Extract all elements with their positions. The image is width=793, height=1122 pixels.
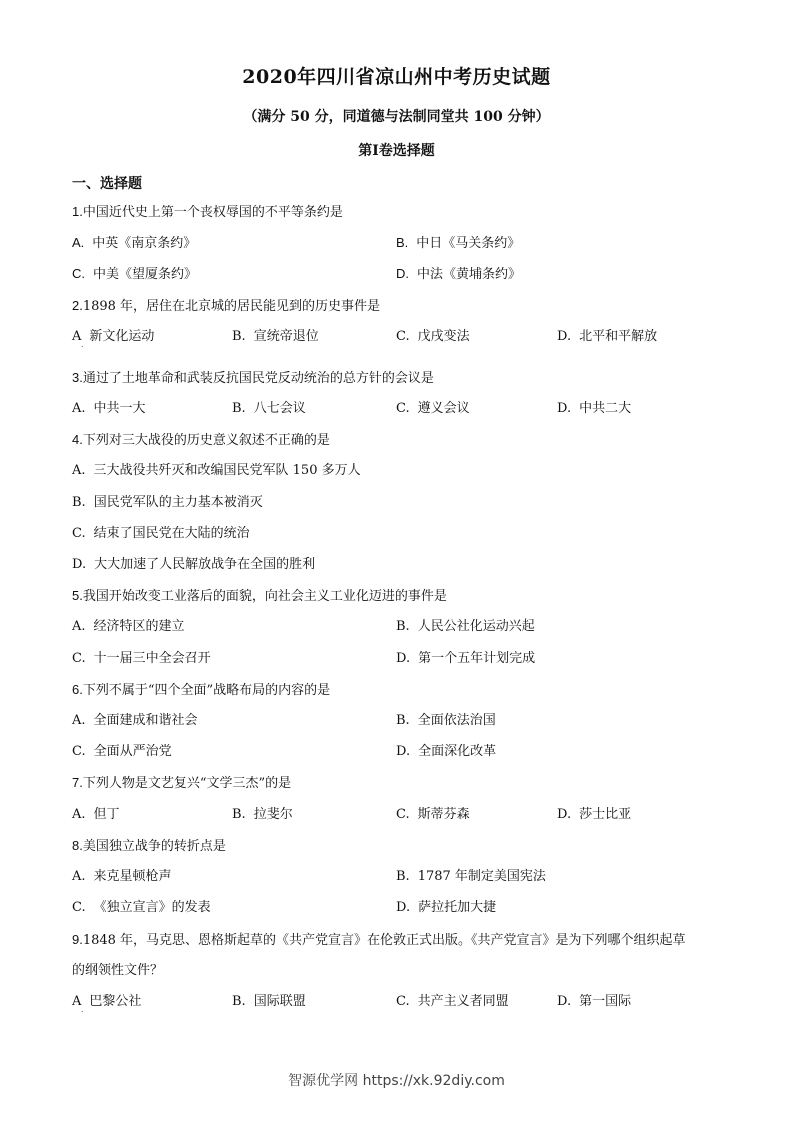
option-b: B. 1787 年制定美国宪法: [396, 869, 546, 884]
question-5-options-row-2: [72, 649, 722, 669]
question-1-options-row-2: [72, 264, 722, 284]
option-b: B. 拉斐尔: [232, 807, 293, 822]
question-8-options-row-1: [72, 867, 722, 887]
option-a: A. 来克星顿枪声: [72, 869, 172, 884]
option-b: B. 全面依法治国: [396, 713, 496, 728]
question-5: 5.我国开始改变工业落后的面貌，向社会主义工业化迈进的事件是: [72, 588, 447, 604]
option-b: B. 八七会议: [232, 401, 306, 416]
option-c: C. 中美《望厦条约》: [72, 266, 198, 282]
option-d: D. 北平和平解放: [557, 329, 658, 344]
part-heading: 第Ⅰ卷选择题: [358, 143, 435, 159]
question-7-options: [72, 805, 722, 825]
option-a: A 巴黎公社: [72, 994, 142, 1009]
question-8: 8.美国独立战争的转折点是: [72, 838, 226, 854]
option-c: C. 遵义会议: [396, 401, 470, 416]
option-c: C. 共产主义者同盟: [396, 994, 509, 1009]
option-d: D. 萨拉托加大捷: [396, 900, 497, 915]
option-b: B. 国际联盟: [232, 994, 306, 1009]
option-d: D. 第一个五年计划完成: [396, 651, 536, 666]
stray-dot: ˙: [80, 346, 85, 356]
question-1-options-row-1: [72, 233, 722, 253]
option-c: C. 全面从严治党: [72, 744, 172, 759]
question-2: 2.1898 年，居住在北京城的居民能见到的历史事件是: [72, 298, 381, 314]
question-9-stem-continued: 的纲领性文件？: [72, 963, 164, 978]
option-b: B. 宣统帝退位: [232, 329, 319, 344]
question-7: 7.下列人物是文艺复兴“文学三杰”的是: [72, 775, 292, 791]
option-a: A. 经济特区的建立: [72, 619, 185, 634]
question-4-option-d: D. 大大加速了人民解放战争在全国的胜利: [72, 557, 316, 572]
watermark-footer: 智源优学网 https://xk.92diy.com: [288, 1073, 505, 1089]
question-number: 1.: [72, 204, 83, 219]
option-a: A. 中英《南京条约》: [72, 235, 197, 251]
question-8-options-row-2: [72, 898, 722, 918]
section-heading: 一、选择题: [72, 176, 142, 192]
question-5-options-row-1: [72, 617, 722, 637]
question-3: 3.通过了土地革命和武装反抗国民党反动统治的总方针的会议是: [72, 370, 434, 386]
option-a: A. 全面建成和谐社会: [72, 713, 198, 728]
question-1: [72, 202, 343, 223]
question-6-options-row-1: [72, 711, 722, 731]
question-4: 4.下列对三大战役的历史意义叙述不正确的是: [72, 432, 330, 448]
option-c: C. 《独立宣言》的发表: [72, 900, 211, 915]
option-c: C. 斯蒂芬森: [396, 807, 470, 822]
question-4-option-b: B. 国民党军队的主力基本被消灭: [72, 495, 263, 510]
question-4-option-c: C. 结束了国民党在大陆的统治: [72, 526, 250, 541]
option-a: A. 但丁: [72, 807, 120, 822]
question-6-options-row-2: [72, 742, 722, 762]
question-stem: 中国近代史上第一个丧权辱国的不平等条约是: [82, 205, 343, 220]
option-a: A 新文化运动: [72, 329, 155, 344]
option-a: A. 中共一大: [72, 401, 146, 416]
question-6: 6.下列不属于“四个全面”战略布局的内容的是: [72, 682, 331, 698]
option-d: D. 莎士比亚: [557, 807, 632, 822]
question-3-options: [72, 399, 722, 419]
option-d: D. 全面深化改革: [396, 744, 497, 759]
option-d: D. 第一国际: [557, 994, 632, 1009]
question-2-options: [72, 327, 722, 347]
stray-dot: ˙: [80, 1011, 85, 1021]
option-b: B. 人民公社化运动兴起: [396, 619, 535, 634]
question-9: 9.1848 年，马克思、恩格斯起草的《共产党宣言》在伦敦正式出版。《共产党宣言》是为下列哪个组织起草: [72, 932, 686, 948]
option-c: C. 十一届三中全会召开: [72, 651, 211, 666]
exam-title: 2020年四川省凉山州中考历史试题: [242, 66, 551, 88]
question-9-options: [72, 992, 722, 1012]
option-d: D. 中共二大: [557, 401, 632, 416]
option-d: D. 中法《黄埔条约》: [396, 266, 522, 282]
option-b: B. 中日《马关条约》: [396, 235, 521, 251]
option-c: C. 戊戌变法: [396, 329, 470, 344]
question-4-option-a: A. 三大战役共歼灭和改编国民党军队 150 多万人: [72, 463, 361, 478]
exam-subtitle: （满分 50 分，同道德与法制同堂共 100 分钟）: [243, 109, 550, 125]
